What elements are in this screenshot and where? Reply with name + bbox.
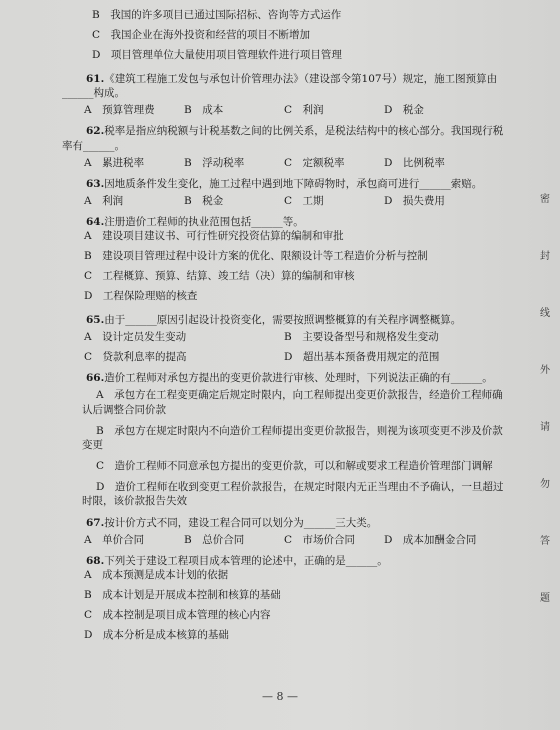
question-67: 67.按计价方式不同，建设工程合同可以划分为______三大类。 [86,516,378,529]
option-d: D 税金 [384,104,424,117]
option-line: C 我国企业在海外投资和经营的项目不断增加 [92,29,311,41]
option-b: B 税金 [184,194,224,207]
option-d: D 比例税率 [384,156,445,169]
option-c: C 利润 [284,104,324,117]
option-a: A 承包方在工程变更确定后规定时限内，向工程师提出变更价款报告，经造价工程师确认后调整合同价款 [82,389,503,416]
option-d: D 成本加酬金合同 [384,533,477,546]
option-line: B 我国的许多项目已通过国际招标、咨询等方式运作 [92,9,342,21]
option-a: A 累进税率 [84,156,145,169]
option-a: A 预算管理费 [84,104,155,117]
option-c: C 市场价合同 [284,533,356,546]
option-c: C 造价工程师不同意承包方提出的变更价款，可以和解或要求工程造价管理部门调解 [96,460,493,473]
question-68: 68.下列关于建设工程项目成本管理的论述中，正确的是______。 [86,554,388,567]
binding-line-notice: 密 封 线 外 请 勿 答 题 [540,194,550,604]
option-b: B 建设项目管理过程中设计方案的优化、限额设计等工程造价分析与控制 [84,250,428,263]
question-62: 62.税率是指应纳税额与计税基数之间的比例关系，是税法结构中的核心部分。我国现行税率有______。 [62,125,504,152]
option-b: B 浮动税率 [184,156,245,169]
page-number: — 8 — [262,690,298,703]
option-a: A 单价合同 [84,533,145,546]
option-c: C 贷款利息率的提高 [84,351,187,364]
question-61-options [62,100,512,120]
question-61: 61.《建筑工程施工发包与承包计价管理办法》（建设部令第107号）规定，施工图预算由______构成。 [62,73,498,100]
option-b: B 主要设备型号和规格发生变动 [284,331,439,344]
question-63: 63.因地质条件发生变化，施工过程中遇到地下障碍物时，承包商可进行______索赔。 [86,177,483,190]
option-c: C 定额税率 [284,156,345,169]
option-c: C 工期 [284,194,324,207]
option-b: B 成本 [184,104,224,117]
question-65: 65.由于______原因引起设计投资变化，需要按照调整概算的有关程序调整概算。 [86,314,462,327]
option-c: C 工程概算、预算、结算、竣工结（决）算的编制和审核 [84,270,355,283]
option-c: C 成本控制是项目成本管理的核心内容 [84,608,271,621]
option-line: D 项目管理单位大量使用项目管理软件进行项目管理 [92,49,342,61]
question-67-options [62,530,512,550]
question-65-options-row1 [62,327,512,347]
option-d: D 工程保险理赔的核查 [84,290,198,303]
option-b: B 承包方在规定时限内不向造价工程师提出变更价款报告，则视为该项变更不涉及价款变更 [82,424,503,451]
option-a: A 设计定员发生变动 [84,331,187,344]
option-a: A 利润 [84,194,124,207]
question-66: 66.造价工程师对承包方提出的变更价款进行审核、处理时，下列说法正确的有______。 [86,372,493,385]
question-62-options [62,153,512,173]
option-a: A 成本预测是成本计划的依据 [84,568,229,581]
option-b: B 总价合同 [184,533,245,546]
question-65-options-row2 [62,347,512,367]
exam-content [62,8,512,648]
question-64: 64.注册造价工程师的执业范围包括______等。 [86,215,304,228]
option-d: D 造价工程师在收到变更工程价款报告，在规定时限内无正当理由不予确认，一旦超过时限，该价款报告失效 [82,481,504,508]
option-d: D 损失费用 [384,194,445,207]
option-a: A 建设项目建议书、可行性研究投资估算的编制和审批 [84,230,344,243]
option-b: B 成本计划是开展成本控制和核算的基础 [84,588,281,601]
question-63-options [62,191,512,211]
option-d: D 超出基本预备费用规定的范围 [284,351,440,364]
option-d: D 成本分析是成本核算的基础 [84,628,229,641]
